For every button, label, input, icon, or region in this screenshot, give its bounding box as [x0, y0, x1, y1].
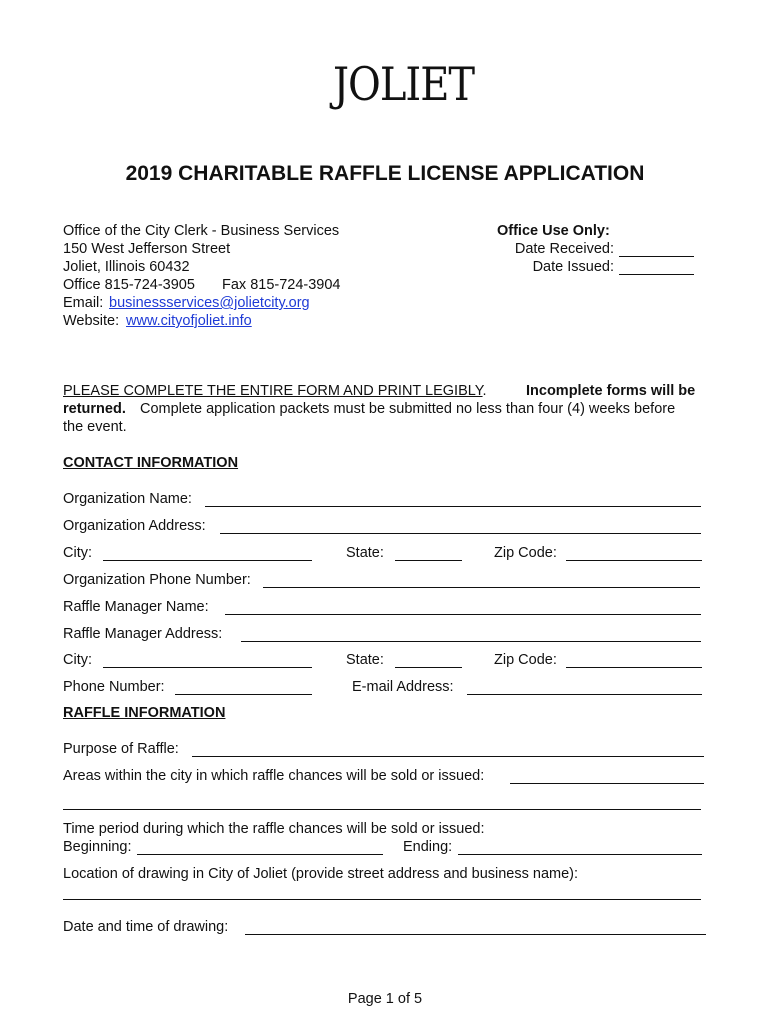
- instructions-line1: [63, 383, 487, 399]
- ending-label: Ending:: [403, 839, 453, 855]
- page-title: 2019 CHARITABLE RAFFLE LICENSE APPLICATION: [125, 162, 645, 185]
- email-link[interactable]: businessservices@jolietcity.org: [109, 295, 310, 311]
- date-received-field[interactable]: [619, 256, 694, 257]
- date-issued-field[interactable]: [619, 274, 694, 275]
- office-line1: Office of the City Clerk - Business Services: [63, 223, 340, 239]
- office-use-heading: Office Use Only:: [497, 223, 610, 239]
- office-line3: Joliet, Illinois 60432: [63, 259, 190, 275]
- date-time-field[interactable]: [245, 934, 706, 935]
- office-fax: Fax 815-724-3904: [222, 277, 341, 293]
- email-field-label: E-mail Address:: [352, 679, 454, 695]
- website-link[interactable]: www.cityofjoliet.info: [126, 313, 252, 329]
- manager-address-label: Raffle Manager Address:: [63, 626, 223, 642]
- state-field[interactable]: [395, 560, 462, 561]
- joliet-logo: JOLIET: [333, 58, 475, 112]
- beginning-field[interactable]: [137, 854, 383, 855]
- date-issued-label: Date Issued:: [532, 259, 614, 275]
- state-label: State:: [346, 545, 384, 561]
- zip-label: Zip Code:: [494, 545, 557, 561]
- org-address-field[interactable]: [220, 533, 701, 534]
- org-phone-field[interactable]: [263, 587, 700, 588]
- instructions-returned: returned.: [63, 401, 126, 417]
- zip2-label: Zip Code:: [494, 652, 557, 668]
- city2-field[interactable]: [103, 667, 312, 668]
- org-name-field[interactable]: [205, 506, 701, 507]
- org-address-label: Organization Address:: [63, 518, 206, 534]
- manager-name-field[interactable]: [225, 614, 701, 615]
- location-label: Location of drawing in City of Joliet (provide street address and business name):: [63, 866, 579, 882]
- email-label: Email:: [63, 295, 104, 311]
- instructions-period: .: [482, 383, 487, 399]
- instructions-incomplete: Incomplete forms will be: [526, 383, 696, 399]
- zip2-field[interactable]: [566, 667, 702, 668]
- page-number: Page 1 of 5: [347, 991, 423, 1007]
- state2-field[interactable]: [395, 667, 462, 668]
- contact-heading: CONTACT INFORMATION: [63, 455, 239, 471]
- instructions-emphasis: PLEASE COMPLETE THE ENTIRE FORM AND PRINT LEGIBLY: [63, 383, 483, 399]
- time-period-label: Time period during which the raffle chances will be sold or issued:: [63, 821, 485, 837]
- date-time-label: Date and time of drawing:: [63, 919, 229, 935]
- city-label: City:: [63, 545, 92, 561]
- website-label: Website:: [63, 313, 120, 329]
- raffle-heading: RAFFLE INFORMATION: [63, 705, 226, 721]
- beginning-label: Beginning:: [63, 839, 132, 855]
- state2-label: State:: [346, 652, 384, 668]
- location-field[interactable]: [63, 899, 701, 900]
- ending-field[interactable]: [458, 854, 702, 855]
- city2-label: City:: [63, 652, 92, 668]
- purpose-label: Purpose of Raffle:: [63, 741, 179, 757]
- date-received-label: Date Received:: [514, 241, 614, 257]
- city-field[interactable]: [103, 560, 312, 561]
- areas-label: Areas within the city in which raffle chances will be sold or issued:: [63, 768, 485, 784]
- instructions-event: the event.: [63, 419, 127, 435]
- manager-name-label: Raffle Manager Name:: [63, 599, 209, 615]
- phone-label: Phone Number:: [63, 679, 165, 695]
- manager-address-field[interactable]: [241, 641, 701, 642]
- areas-field-line2[interactable]: [63, 809, 701, 810]
- areas-field[interactable]: [510, 783, 704, 784]
- org-name-label: Organization Name:: [63, 491, 192, 507]
- org-phone-label: Organization Phone Number:: [63, 572, 251, 588]
- office-phone: Office 815-724-3905: [63, 277, 195, 293]
- phone-field[interactable]: [175, 694, 312, 695]
- purpose-field[interactable]: [192, 756, 704, 757]
- office-line2: 150 West Jefferson Street: [63, 241, 231, 257]
- zip-field[interactable]: [566, 560, 702, 561]
- instructions-packets: Complete application packets must be submitted no less than four (4) weeks before: [140, 401, 676, 417]
- email-field[interactable]: [467, 694, 702, 695]
